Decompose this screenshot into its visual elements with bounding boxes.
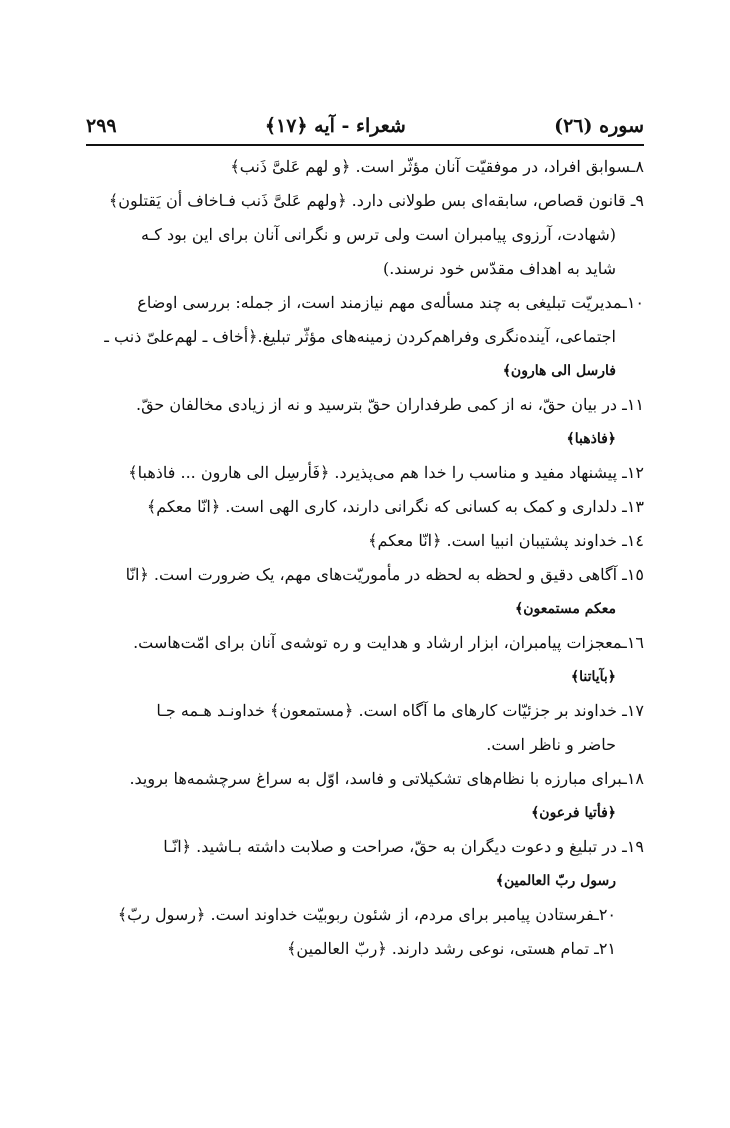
list-item [86, 524, 644, 558]
surah-title: شعراء - آیه ﴿١٧﴾ [264, 115, 406, 137]
page-number: ٢٩٩ [86, 115, 117, 137]
list-item [86, 184, 644, 286]
item-line: ١٣ـ دلداری و کمک به کسانی که نگرانی دارند، کاری الهی است. ﴿انّا معکم﴾ [146, 497, 644, 516]
list-item [86, 558, 644, 626]
list-item [86, 932, 644, 966]
item-line: ٢٠ـفرستادن پیامبر برای مردم، از شئون ربوبیّت خداوند است. ﴿رسول ربّ﴾ [117, 905, 616, 924]
list-item [86, 388, 644, 456]
list-item [86, 898, 644, 932]
item-line: اجتماعی، آینده‌نگری وفراهم‌کردن زمینه‌های مؤثّر تبلیغ.﴿أخاف ـ لهم‌علیّ ذنب ـ [104, 327, 616, 346]
list-item [86, 762, 644, 830]
item-line: ١٩ـ در تبلیغ و دعوت دیگران به حقّ، صراحت و صلابت داشته بـاشید. ﴿انّـا [163, 837, 644, 856]
text-body [86, 150, 644, 966]
surah-label: سوره (٢٦) [554, 115, 644, 137]
item-reference: فارسل الی هارون﴾ [502, 363, 616, 379]
item-line: شاید به اهداف مقدّس خود نرسند.) [382, 259, 616, 278]
list-item [86, 286, 644, 388]
item-line: ٢١ـ تمام هستی، نوعی رشد دارند. ﴿ربّ العالمین﴾ [287, 939, 616, 958]
list-item [86, 150, 644, 184]
running-header [86, 108, 644, 144]
item-line: ١١ـ در بیان حقّ، نه از کمی طرفداران حقّ بترسید و نه از زیادی مخالفان حقّ. [136, 395, 644, 414]
item-line: حاضر و ناظر است. [486, 735, 616, 754]
item-line: ١٨ـبرای مبارزه با نظام‌های تشکیلاتی و فاسد، اوّل به سراغ سرچشمه‌ها بروید. [129, 769, 644, 788]
item-reference: رسول ربّ العالمین﴾ [495, 873, 616, 889]
item-reference: ﴿بآیاتنا﴾ [570, 669, 616, 685]
item-line: ١٦ـمعجزات پیامبران، ابزار ارشاد و هدایت و ره توشه‌ی آنان برای امّت‌هاست. [133, 633, 644, 652]
item-line: ١٧ـ خداوند بر جزئیّات کارهای ما آگاه است. ﴿مستمعون﴾ خداونـد هـمه جـا [156, 701, 644, 720]
item-line: ٨ـسوابق افراد، در موفقیّت آنان مؤثّر است. ﴿و لهم عَلیَّ ذَنب﴾ [230, 157, 644, 176]
header-rule [86, 144, 644, 146]
item-line: ١٥ـ آگاهی دقیق و لحظه به لحظه در مأموریّت‌های مهم، یک ضرورت است. ﴿انّا [125, 565, 644, 584]
item-reference: ﴿فأتیا فرعون﴾ [531, 805, 616, 821]
item-line: ١٢ـ پیشنهاد مفید و مناسب را خدا هم می‌پذیرد. ﴿فَأرسِل الی هارون ... فاذهبا﴾ [128, 463, 644, 482]
list-item [86, 490, 644, 524]
item-reference: معکم مستمعون﴾ [515, 601, 616, 617]
item-line: (شهادت، آرزوی پیامبران است ولی ترس و نگرانی آنان برای این بود کـه [141, 225, 616, 244]
list-item [86, 626, 644, 694]
list-item [86, 456, 644, 490]
item-line: ٩ـ قانون قصاص، سابقه‌ای بس طولانی دارد. ﴿ولهم عَلیَّ ذَنب فـاخاف أن یَقتلون﴾ [108, 191, 644, 210]
list-item [86, 830, 644, 898]
item-line: ١٤ـ خداوند پشتیبان انبیا است. ﴿انّا معکم﴾ [368, 531, 644, 550]
item-reference: ﴿فاذهبا﴾ [566, 431, 616, 447]
item-line: ١٠ـمدیریّت تبلیغی به چند مسأله‌ی مهم نیازمند است، از جمله: بررسی اوضاع [137, 293, 644, 312]
list-item [86, 694, 644, 762]
